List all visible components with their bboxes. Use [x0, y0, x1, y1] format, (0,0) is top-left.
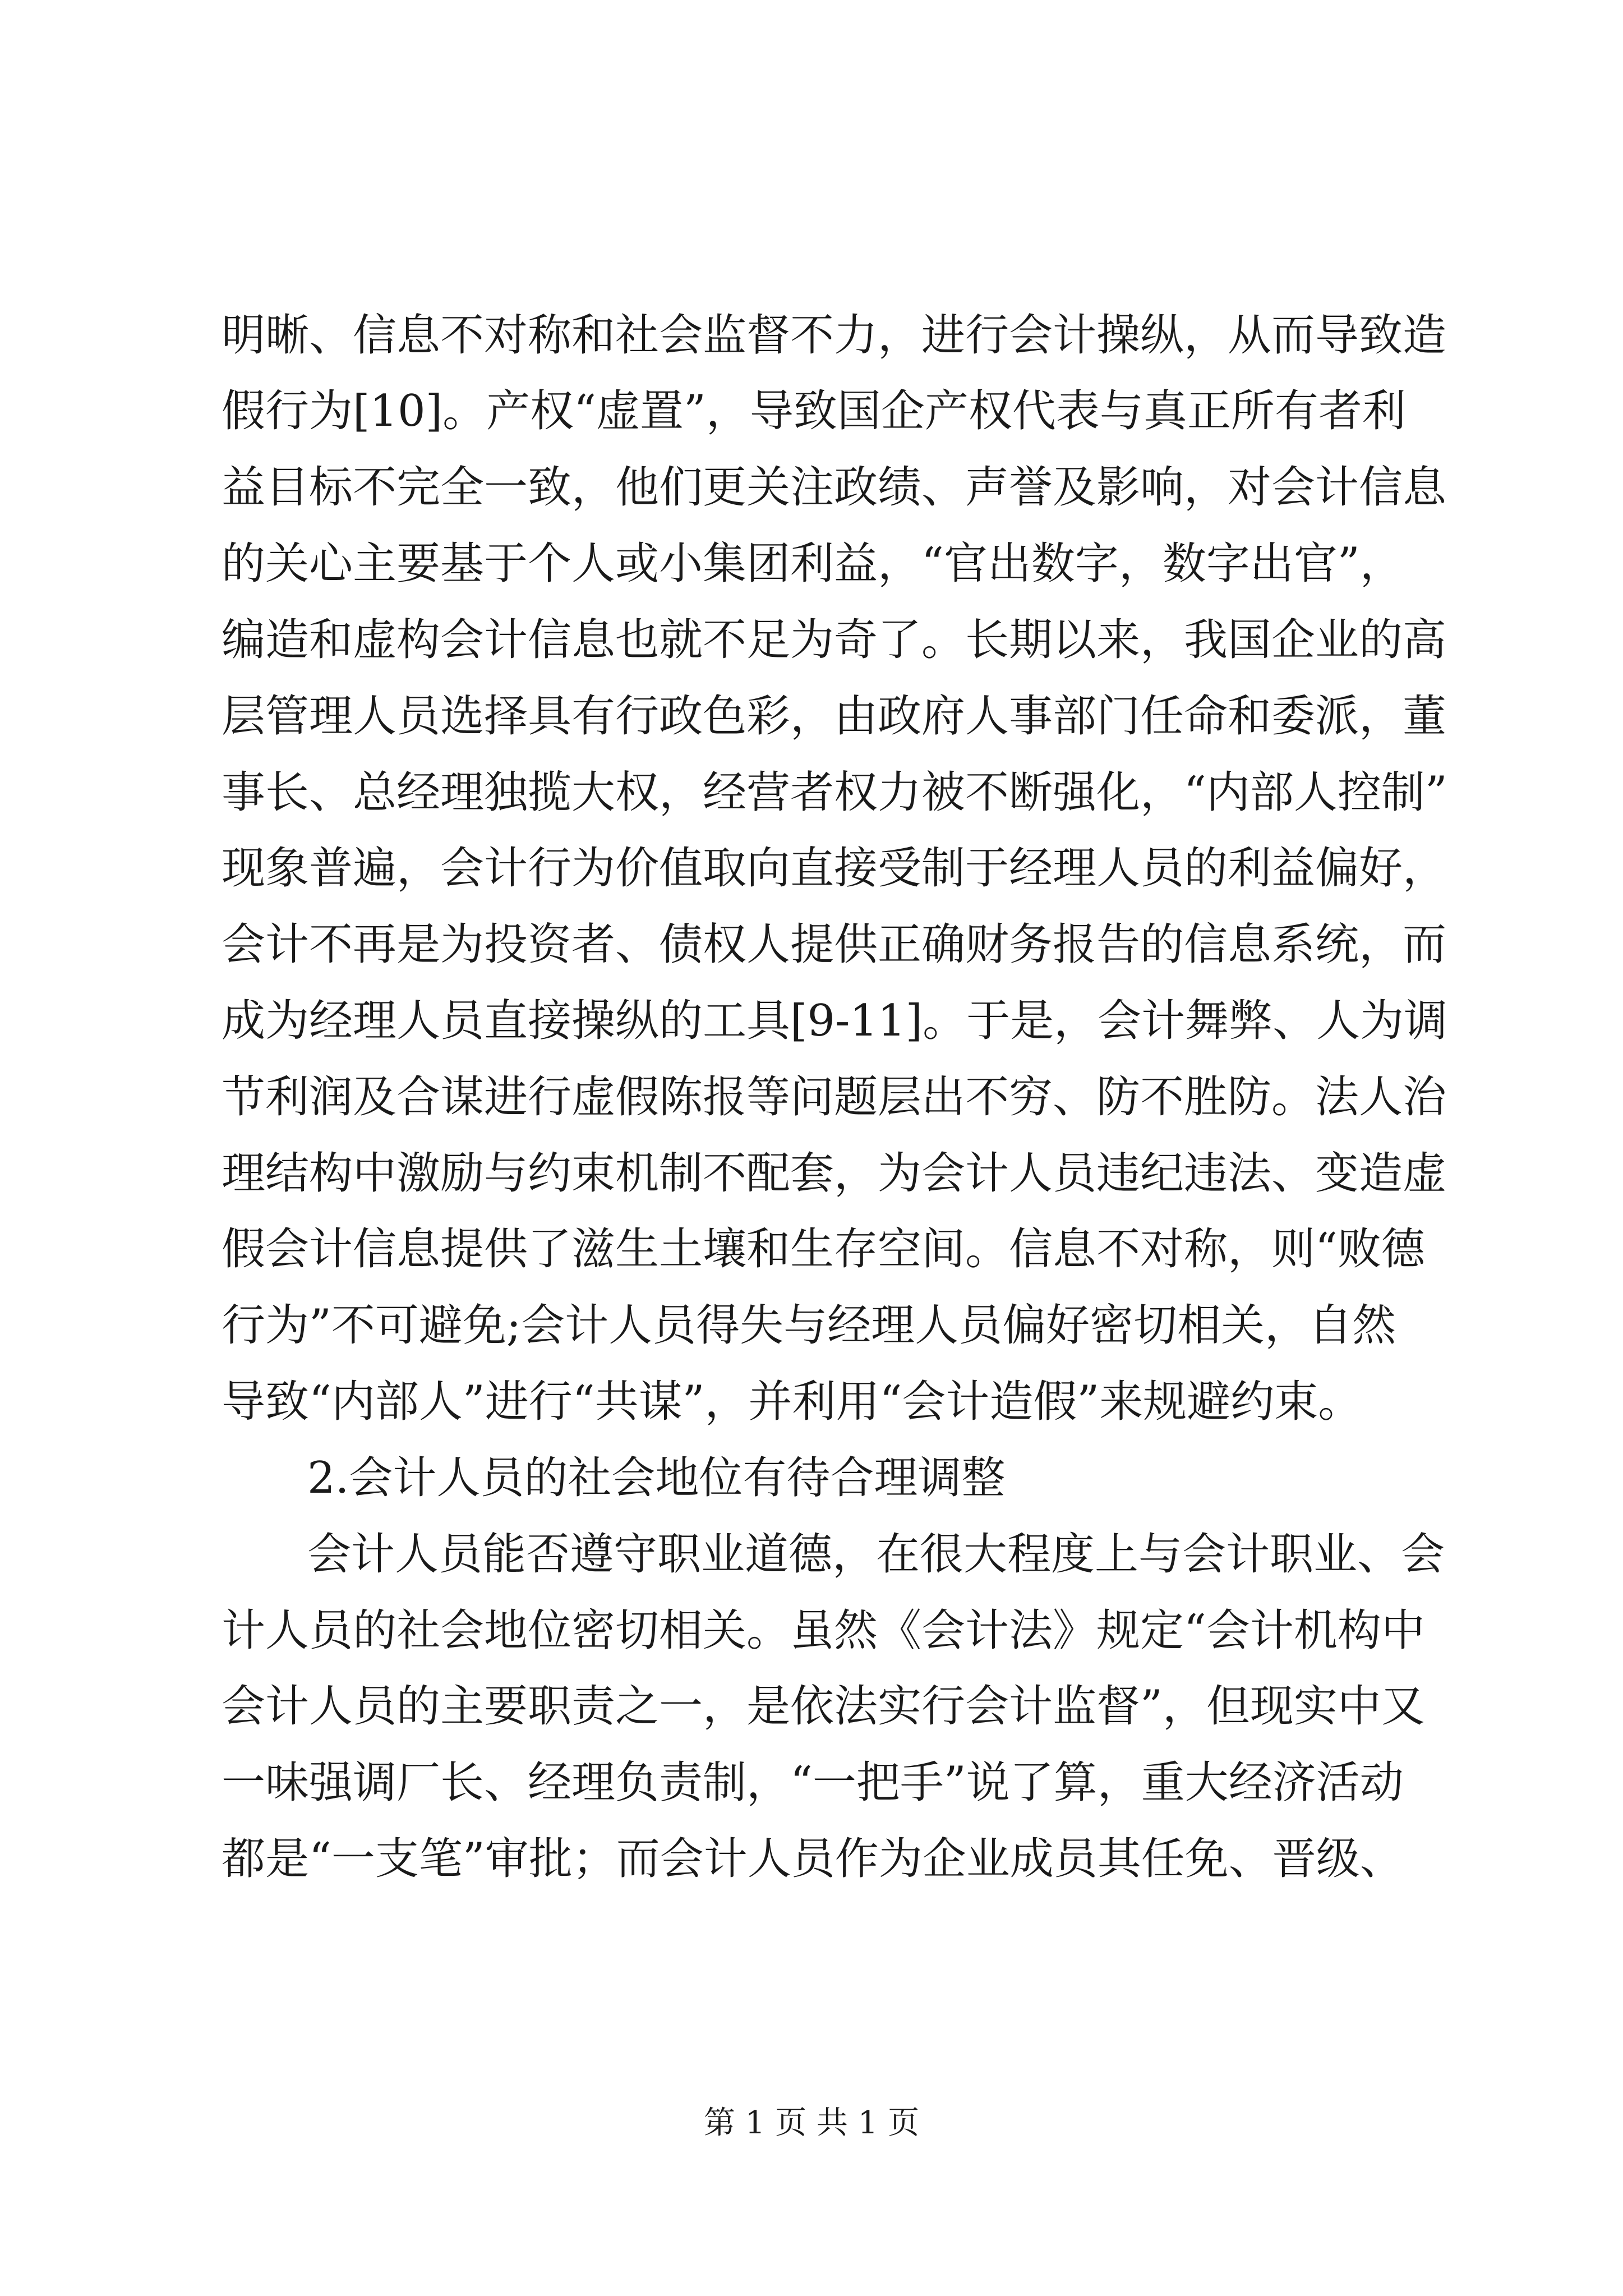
text-line: 成为经理人员直接操纵的工具[9-11]。于是，会计舞弊、人为调 — [222, 996, 1448, 1046]
text-line: 节利润及合谋进行虚假陈报等问题层出不穷、防不胜防。法人治 — [222, 1072, 1447, 1122]
text-line: 会计不再是为投资者、债权人提供正确财务报告的信息系统，而 — [222, 919, 1447, 970]
text-line: 理结构中激励与约束机制不配套，为会计人员违纪违法、变造虚 — [222, 1148, 1447, 1199]
text-line: 行为”不可避免;会计人员得失与经理人员偏好密切相关，自然 — [222, 1300, 1396, 1351]
text-line: 计人员的社会地位密切相关。虽然《会计法》规定“会计机构中 — [222, 1605, 1425, 1656]
text-line: 都是“一支笔”审批；而会计人员作为企业成员其任免、晋级、 — [222, 1834, 1404, 1884]
text-line: 事长、总经理独揽大权，经营者权力被不断强化，“内部人控制” — [222, 767, 1447, 818]
section-heading: 2.会计人员的社会地位有待合理调整 — [307, 1453, 1006, 1503]
text-line: 会计人员的主要职责之一，是依法实行会计监督”，但现实中又 — [222, 1681, 1425, 1732]
text-line: 假行为[10]。产权“虚置”，导致国企产权代表与真正所有者利 — [222, 386, 1406, 436]
text-line: 导致“内部人”进行“共谋”，并利用“会计造假”来规避约束。 — [222, 1377, 1362, 1427]
text-line: 编造和虚构会计信息也就不足为奇了。长期以来，我国企业的高 — [222, 615, 1447, 665]
text-line: 层管理人员选择具有行政色彩，由政府人事部门任命和委派，董 — [222, 691, 1447, 742]
text-line: 现象普遍，会计行为价值取向直接受制于经理人员的利益偏好， — [222, 843, 1447, 894]
page-footer: 第 1 页 共 1 页 — [703, 2105, 920, 2141]
text-line: 会计人员能否遵守职业道德，在很大程度上与会计职业、会 — [307, 1529, 1445, 1580]
text-line: 一味强调厂长、经理负责制，“一把手”说了算，重大经济活动 — [222, 1757, 1404, 1808]
text-line: 益目标不完全一致，他们更关注政绩、声誉及影响，对会计信息 — [222, 462, 1447, 513]
text-line: 明晰、信息不对称和社会监督不力，进行会计操纵，从而导致造 — [222, 310, 1447, 361]
text-line: 的关心主要基于个人或小集团利益，“官出数字，数字出官”， — [222, 539, 1404, 589]
text-line: 假会计信息提供了滋生土壤和生存空间。信息不对称，则“败德 — [222, 1224, 1425, 1274]
